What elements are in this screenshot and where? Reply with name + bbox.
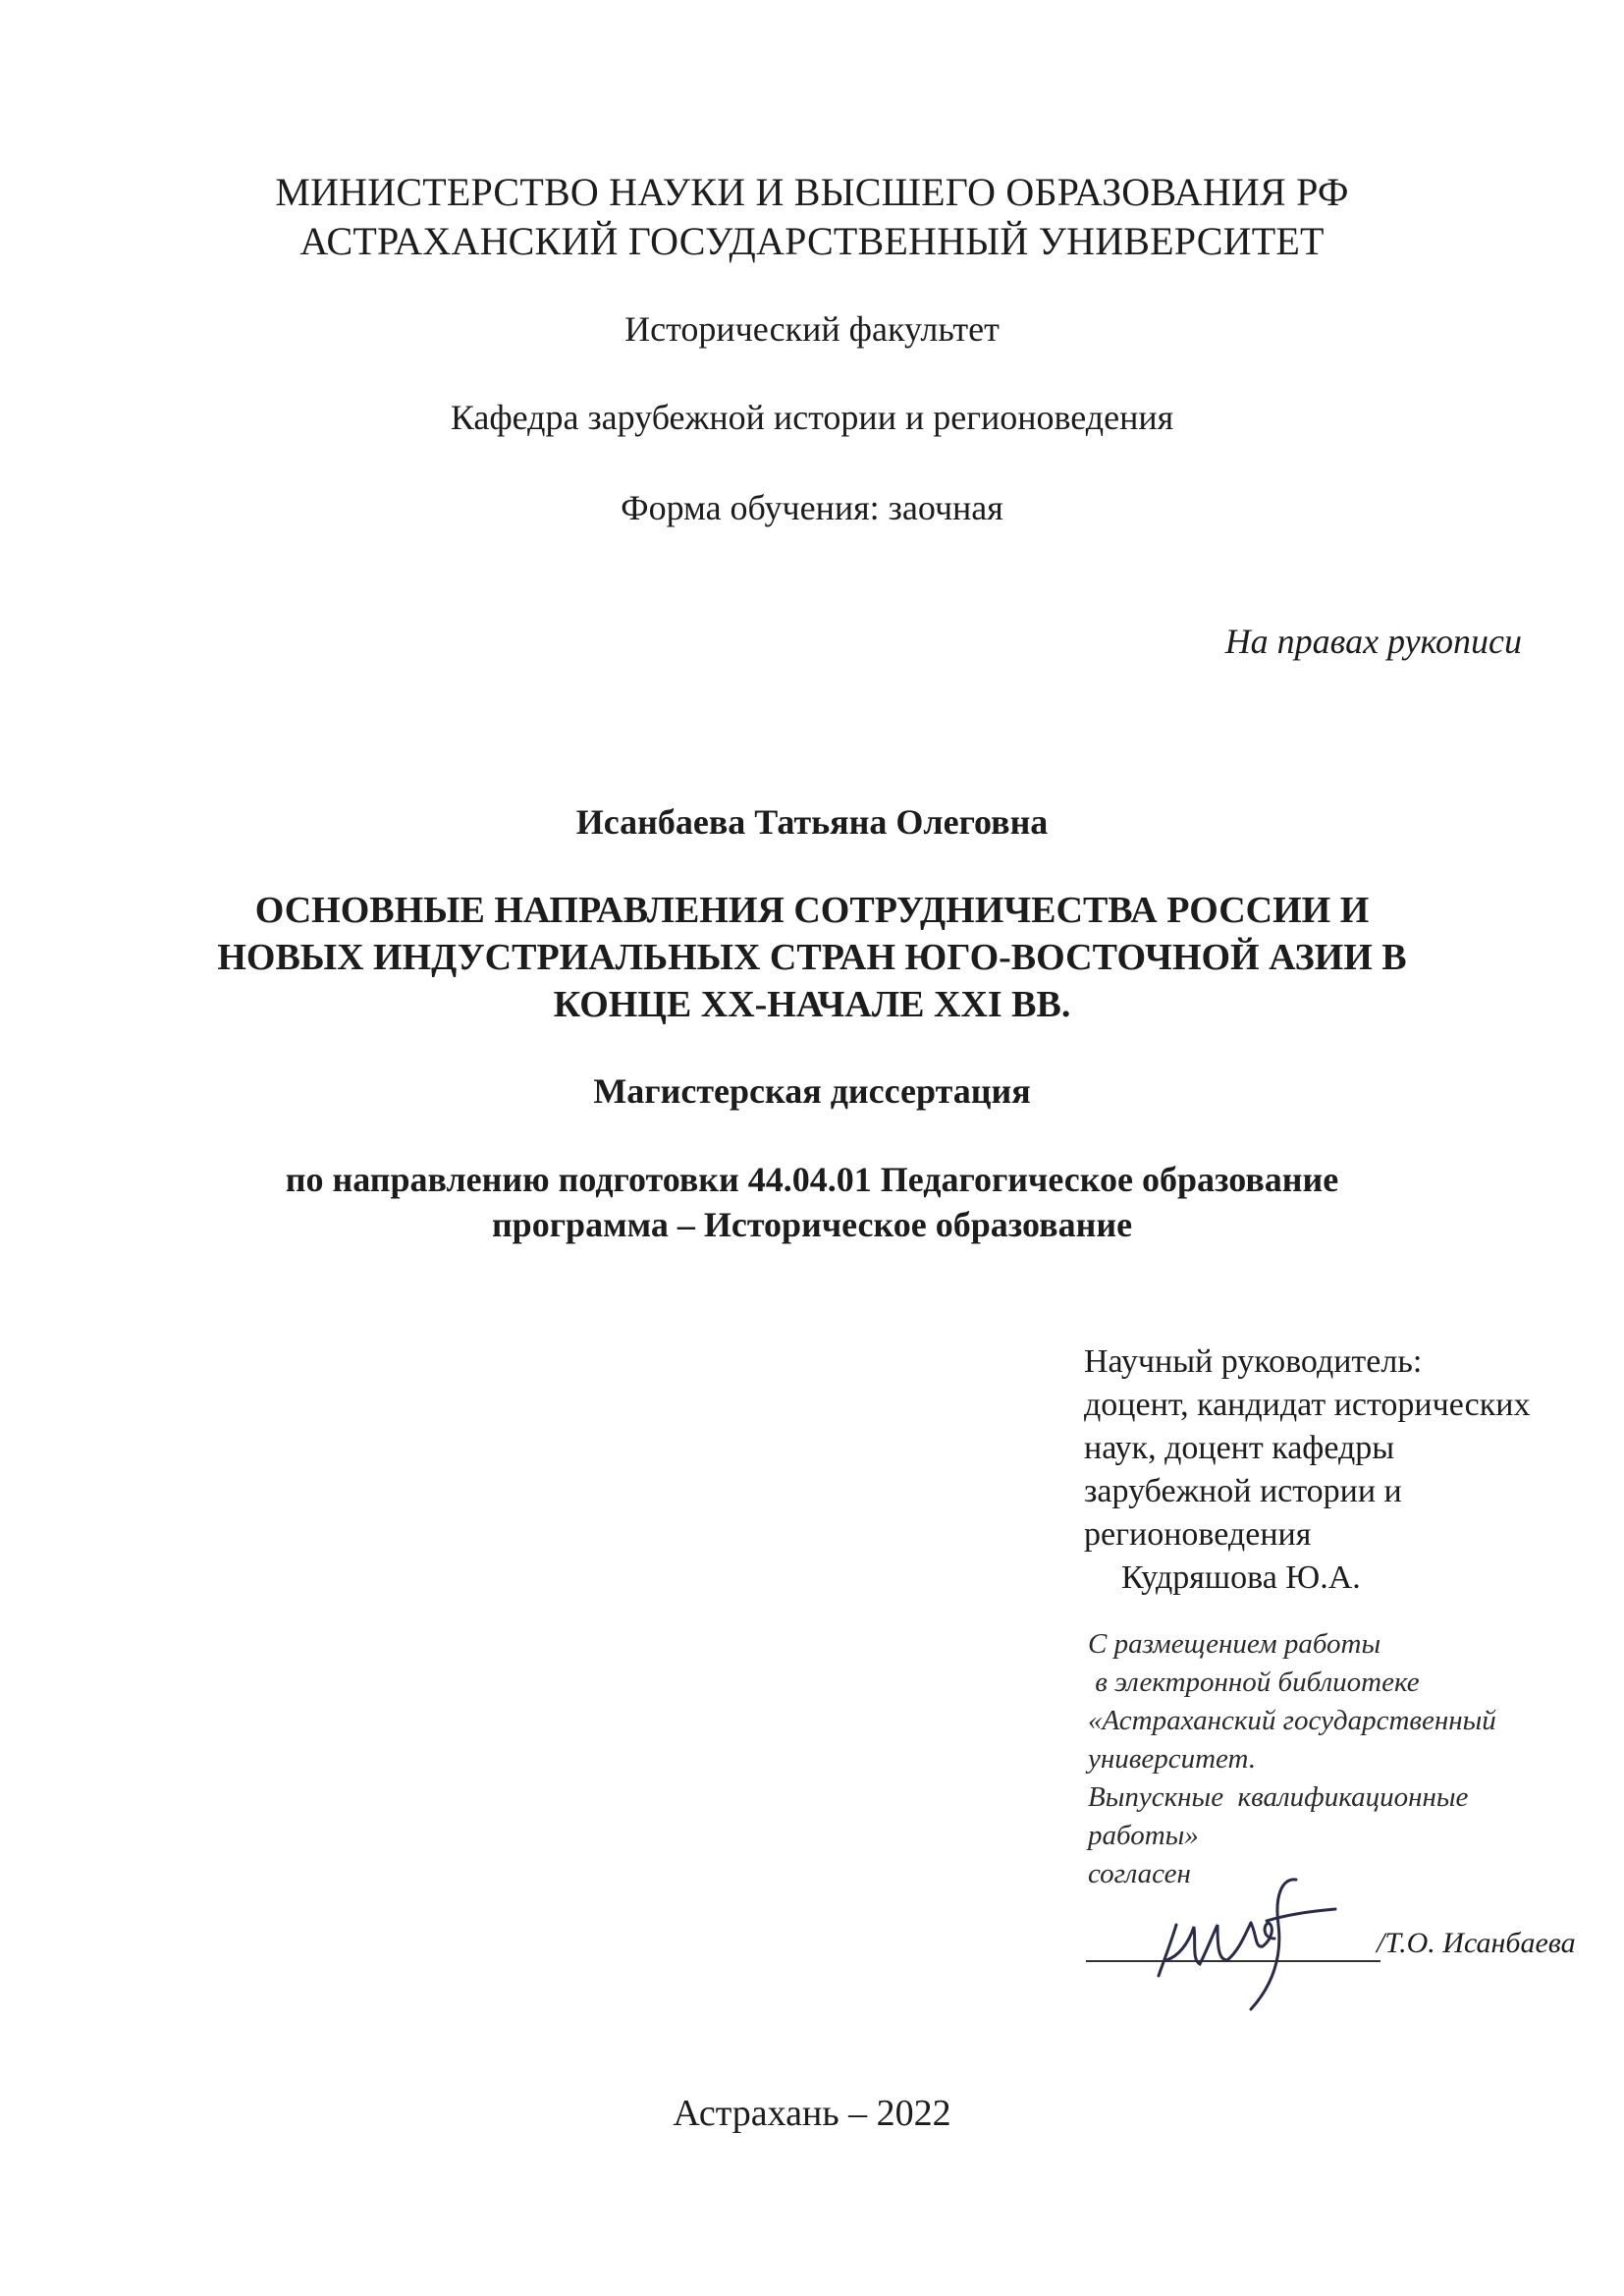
advisor-line: регионоведения [1084, 1516, 1312, 1553]
consent-line: работы» [1088, 1820, 1199, 1851]
advisor-line: Кудряшова Ю.А. [1121, 1559, 1361, 1596]
advisor-block [1084, 1340, 1530, 1600]
advisor-line: зарубежной истории и [1084, 1473, 1402, 1509]
faculty-line: Исторический факультет [624, 309, 1000, 349]
university-line: АСТРАХАНСКИЙ ГОСУДАРСТВЕННЫЙ УНИВЕРСИТЕТ [299, 219, 1325, 263]
advisor-line: наук, доцент кафедры [1084, 1430, 1395, 1466]
consent-line: С размещением работы [1088, 1628, 1381, 1660]
thesis-title-line-2: НОВЫХ ИНДУСТРИАЛЬНЫХ СТРАН ЮГО-ВОСТОЧНОЙ АЗИИ В [217, 937, 1407, 978]
advisor-line: доцент, кандидат исторических [1084, 1387, 1531, 1423]
department-line: Кафедра зарубежной истории и регионоведения [450, 398, 1174, 437]
manuscript-note: На правах рукописи [1224, 622, 1522, 661]
consent-line: согласен [1088, 1858, 1191, 1889]
consent-line: «Астраханский государственный [1088, 1705, 1496, 1736]
advisor-line: Научный руководитель: [1084, 1343, 1423, 1380]
consent-block [1088, 1625, 1496, 1893]
study-form-line: Форма обучения: заочная [621, 488, 1003, 527]
ministry-line: МИНИСТЕРСТВО НАУКИ И ВЫСШЕГО ОБРАЗОВАНИЯ РФ [275, 170, 1349, 214]
consent-line: университет. [1088, 1743, 1257, 1775]
handwritten-signature [1149, 1866, 1345, 2013]
signer-name: /Т.О. Исанбаева [1377, 1927, 1576, 1959]
direction-line-1: по направлению подготовки 44.04.01 Педагогическое образование [285, 1160, 1339, 1199]
consent-line: в электронной библиотеке [1088, 1667, 1420, 1698]
thesis-title-line-3: КОНЦЕ XX-НАЧАЛЕ XXI ВВ. [553, 984, 1071, 1025]
city-year: Астрахань – 2022 [673, 2093, 951, 2134]
author-name: Исанбаева Татьяна Олеговна [575, 802, 1049, 842]
thesis-title-line-1: ОСНОВНЫЕ НАПРАВЛЕНИЯ СОТРУДНИЧЕСТВА РОССИИ И [254, 890, 1370, 931]
direction-line-2: программа – Историческое образование [491, 1205, 1133, 1244]
work-type: Магистерская диссертация [593, 1071, 1031, 1111]
consent-line: Выпускные квалификационные [1088, 1781, 1469, 1813]
